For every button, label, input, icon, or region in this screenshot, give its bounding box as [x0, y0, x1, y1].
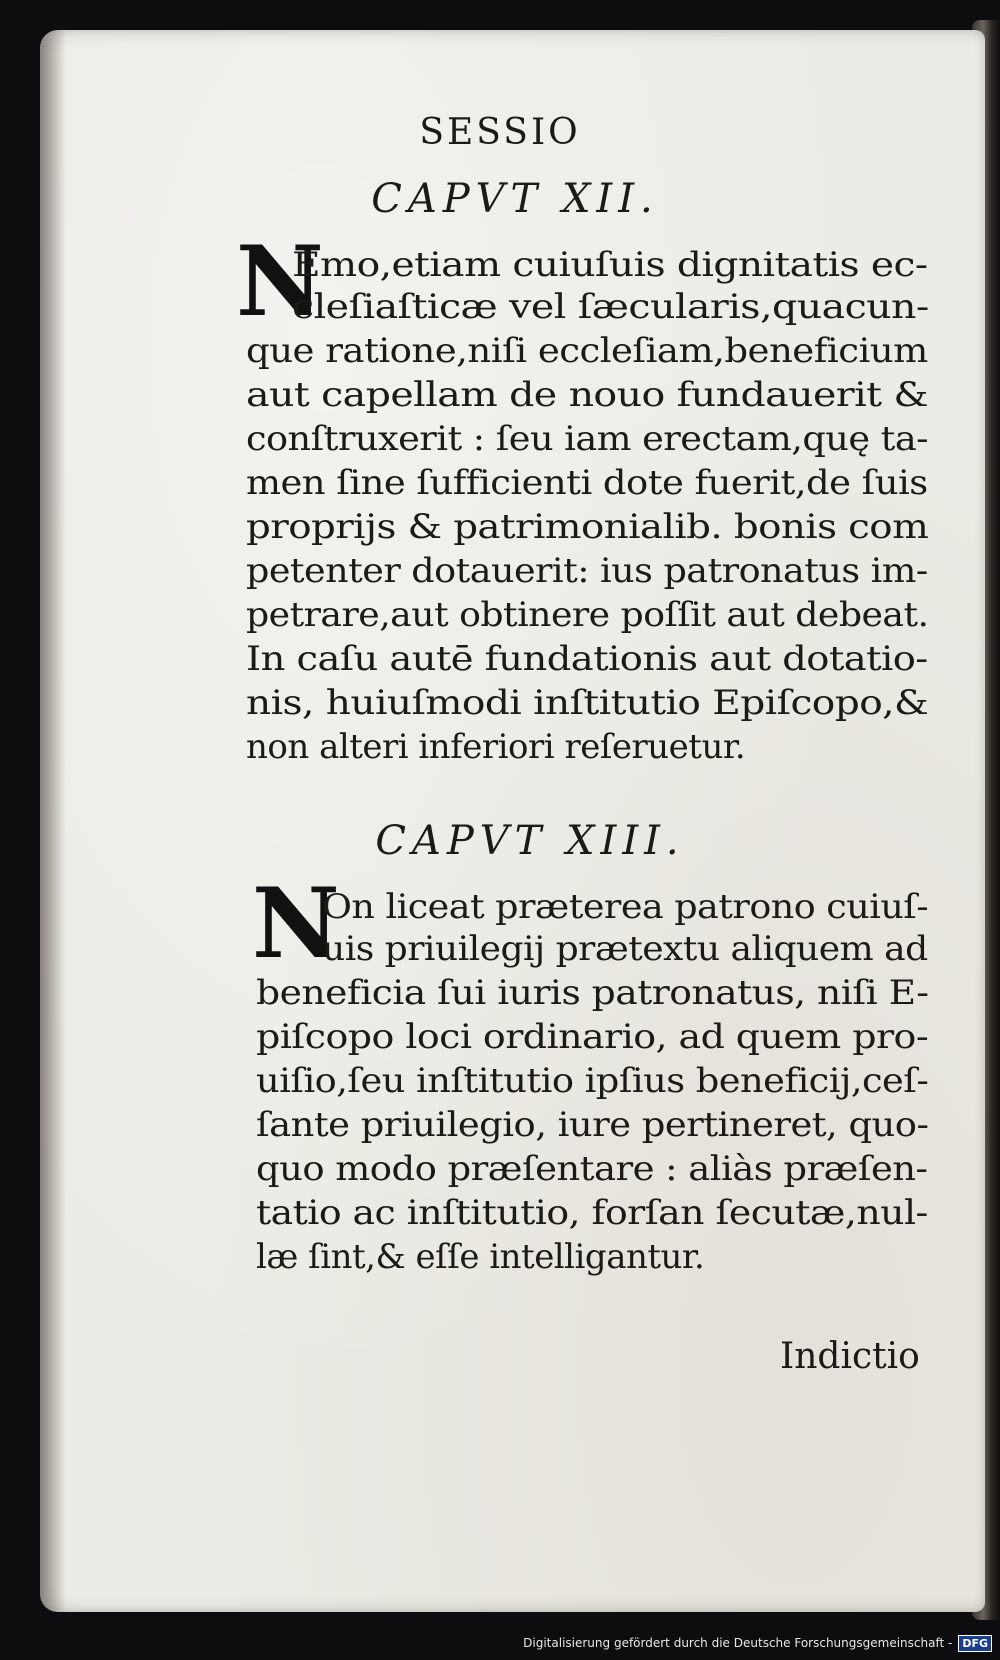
credit-text: Digitalisierung gefördert durch die Deutsche Forschungsgemeinschaft - [523, 1636, 953, 1650]
text-line: men ſine ſufficienti dote fuerit,de ſuis [246, 463, 928, 503]
catchword: Indictio [780, 1336, 920, 1377]
dfg-logo: DFG [958, 1635, 992, 1652]
text-line: In caſu autē fundationis aut dotatio- [246, 639, 928, 679]
text-line: aut capellam de nouo fundauerit & [246, 375, 929, 415]
text-line: uiſio,ſeu inſtitutio ipſius beneficij,ceſ- [256, 1061, 929, 1101]
text-line: conſtruxerit : ſeu iam erectam,quę ta- [246, 419, 929, 459]
text-line: ſante priuilegio, iure pertineret, quo- [256, 1105, 929, 1145]
text-line: petrare,aut obtinere poſſit aut debeat. [246, 595, 929, 635]
text-line: non alteri inferiori reſeruetur. [246, 727, 746, 767]
chapter-heading-xiii: CAPVT XIII. [375, 818, 685, 864]
text-line: beneficia ſui iuris patronatus, niſi E- [256, 973, 929, 1013]
running-header: SESSIO [419, 112, 581, 153]
text-line: læ ſint,& eſſe intelligantur. [256, 1237, 705, 1277]
text-line: uis priuilegij prætextu aliquem ad [322, 929, 928, 969]
text-line: tatio ac inſtitutio, forſan ſecutæ,nul- [256, 1193, 928, 1233]
text-line: piſcopo loci ordinario, ad quem pro- [256, 1017, 929, 1057]
text-line: quo modo præſentare : aliàs præſen- [256, 1149, 928, 1189]
text-line: proprijs & patrimonialib. bonis com [246, 507, 929, 547]
text-line: petenter dotauerit: ius patronatus im- [246, 551, 928, 591]
text-line: nis, huiuſmodi inſtitutio Epiſcopo,& [246, 683, 929, 723]
text-line: Emo,etiam cuiuſuis dignitatis ec- [292, 245, 928, 285]
drop-cap-initial-xiii: N [252, 867, 340, 980]
text-line: cleſiaſticæ vel ſæcularis,quacun- [292, 287, 929, 327]
chapter-heading-xii: CAPVT XII. [371, 176, 659, 222]
text-line: que ratione,niſi eccleſiam,beneficium [246, 331, 928, 371]
drop-cap-initial-xii: N [236, 225, 324, 338]
digitization-credit [523, 1632, 992, 1654]
text-line: On liceat prætereа patrono cuiuſ- [322, 887, 929, 927]
